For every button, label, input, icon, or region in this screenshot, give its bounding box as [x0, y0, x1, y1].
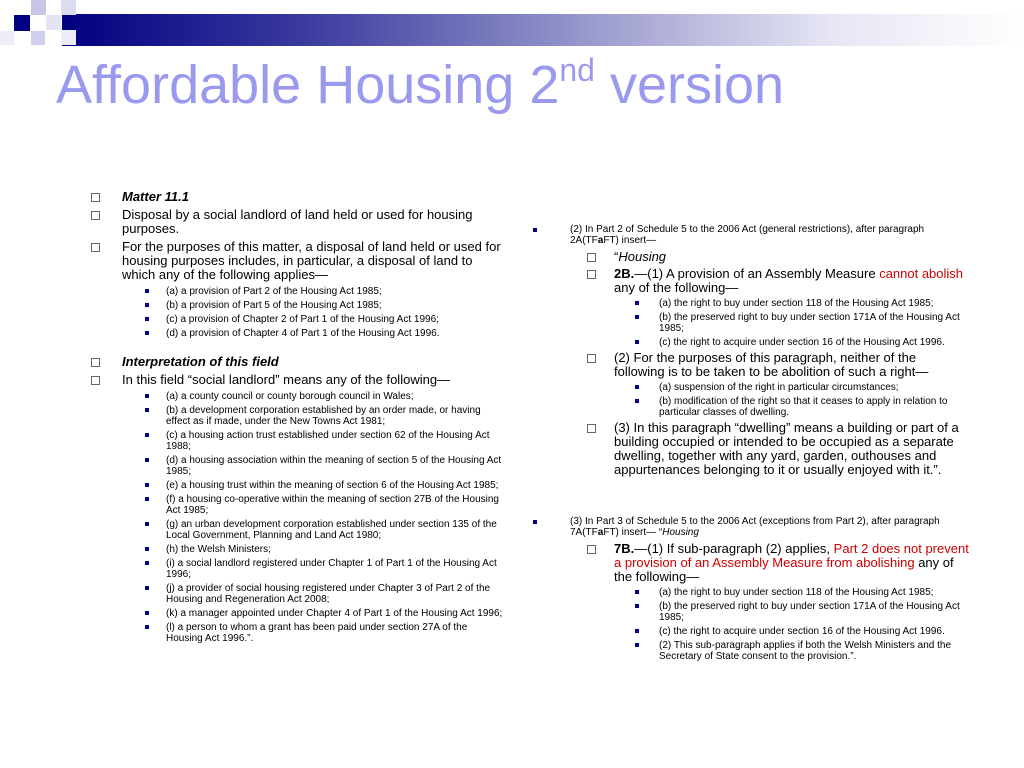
list-item: (a) the right to buy under section 118 of the Housing Act 1985;	[530, 298, 970, 309]
square-bullet-icon	[145, 303, 149, 307]
square-bullet-icon	[145, 331, 149, 335]
list-item: (a) a provision of Part 2 of the Housing Act 1985;	[88, 286, 506, 297]
square-bullet-icon	[635, 629, 639, 633]
list-item: (a) the right to buy under section 118 of the Housing Act 1985;	[530, 587, 970, 598]
hollow-square-bullet-icon	[587, 354, 596, 363]
header-square	[61, 30, 76, 45]
square-bullet-icon	[145, 561, 149, 565]
header-square	[31, 31, 45, 45]
landlord-definition-text: In this field “social landlord” means any of the following—	[88, 373, 506, 387]
schedule-part2-intro: (2) In Part 2 of Schedule 5 to the 2006 Act (general restrictions), after paragraph 2A(TFaFT) insert—	[530, 224, 970, 246]
list-item: (e) a housing trust within the meaning of section 6 of the Housing Act 1985;	[88, 480, 506, 491]
list-item: (b) the preserved right to buy under section 171A of the Housing Act 1985;	[530, 312, 970, 334]
list-item: (a) suspension of the right in particular circumstances;	[530, 382, 970, 393]
square-bullet-icon	[635, 604, 639, 608]
purposes-text: For the purposes of this matter, a disposal of land held or used for housing purposes includes, in particular, a disposal of land to which any of the following applies—	[88, 240, 506, 282]
square-bullet-icon	[145, 522, 149, 526]
hollow-square-bullet-icon	[587, 545, 596, 554]
square-bullet-icon	[635, 340, 639, 344]
list-item: (d) a provision of Chapter 4 of Part 1 of the Housing Act 1996.	[88, 328, 506, 339]
paragraph-2b-sub2: (2) For the purposes of this paragraph, neither of the following is to be taken to be abolition of such a right—	[530, 351, 970, 379]
interpretation-heading: Interpretation of this field	[88, 355, 506, 369]
hollow-square-bullet-icon	[587, 253, 596, 262]
list-item: (k) a manager appointed under Chapter 4 of Part 1 of the Housing Act 1996;	[88, 608, 506, 619]
list-item: (f) a housing co-operative within the meaning of section 27B of the Housing Act 1985;	[88, 494, 506, 516]
list-item: (d) a housing association within the meaning of section 5 of the Housing Act 1985;	[88, 455, 506, 477]
landlord-list	[88, 391, 506, 644]
list-item: (i) a social landlord registered under Chapter 1 of Part 1 of the Housing Act 1996;	[88, 558, 506, 580]
square-bullet-icon	[635, 399, 639, 403]
hollow-square-bullet-icon	[91, 243, 100, 252]
square-bullet-icon	[635, 643, 639, 647]
paragraph-2b-sub3: (3) In this paragraph “dwelling” means a building or part of a building occupied or intended to be occupied as a separate dwelling, together with any yard, garden, outhouses and appurtenances belonging to it or usually enjoyed with it.”.	[530, 421, 970, 477]
header-square	[46, 15, 61, 30]
list-item: (a) a county council or county borough council in Wales;	[88, 391, 506, 402]
list-item: (g) an urban development corporation established under section 135 of the Local Government, Planning and Land Act 1980;	[88, 519, 506, 541]
list-item: (b) the preserved right to buy under section 171A of the Housing Act 1985;	[530, 601, 970, 623]
square-bullet-icon	[145, 433, 149, 437]
header-square	[61, 0, 76, 15]
header-square	[0, 0, 14, 14]
list-item: (c) the right to acquire under section 16 of the Housing Act 1996.	[530, 337, 970, 348]
matter-heading: Matter 11.1	[88, 190, 506, 204]
purposes-list	[88, 286, 506, 339]
header-square	[0, 31, 14, 45]
square-bullet-icon	[635, 590, 639, 594]
square-bullet-icon	[145, 547, 149, 551]
list-item: (b) modification of the right so that it ceases to apply in relation to particular classes of dwelling.	[530, 396, 970, 418]
square-bullet-icon	[635, 315, 639, 319]
paragraph-7b: 7B.—(1) If sub-paragraph (2) applies, Part 2 does not prevent a provision of an Assembly Measure from abolishing any of the following—	[530, 542, 970, 584]
square-bullet-icon	[145, 289, 149, 293]
square-bullet-icon	[635, 301, 639, 305]
left-column	[88, 190, 506, 647]
list-item: (2) This sub-paragraph applies if both the Welsh Ministers and the Secretary of State consent to the provision.”.	[530, 640, 970, 662]
hollow-square-bullet-icon	[91, 193, 100, 202]
schedule-part3-intro: (3) In Part 3 of Schedule 5 to the 2006 Act (exceptions from Part 2), after paragraph 7A(TFaFT) insert— “Housing	[530, 516, 970, 538]
square-bullet-icon	[145, 611, 149, 615]
hollow-square-bullet-icon	[587, 424, 596, 433]
square-bullet-icon	[145, 625, 149, 629]
header-gradient-bar	[62, 14, 1024, 46]
list-item: (c) the right to acquire under section 16 of the Housing Act 1996.	[530, 626, 970, 637]
square-bullet-icon	[533, 520, 537, 524]
square-bullet-icon	[145, 317, 149, 321]
square-bullet-icon	[145, 408, 149, 412]
list-item: (h) the Welsh Ministers;	[88, 544, 506, 555]
spacer	[530, 480, 970, 516]
list-item: (c) a provision of Chapter 2 of Part 1 of the Housing Act 1996;	[88, 314, 506, 325]
paragraph-2b: 2B.—(1) A provision of an Assembly Measure cannot abolish any of the following—	[530, 267, 970, 295]
square-bullet-icon	[145, 586, 149, 590]
hollow-square-bullet-icon	[91, 211, 100, 220]
disposal-text: Disposal by a social landlord of land held or used for housing purposes.	[88, 208, 506, 236]
square-bullet-icon	[635, 385, 639, 389]
square-bullet-icon	[533, 228, 537, 232]
list-item: (b) a provision of Part 5 of the Housing Act 1985;	[88, 300, 506, 311]
list-item: (l) a person to whom a grant has been paid under section 27A of the Housing Act 1996.”.	[88, 622, 506, 644]
square-bullet-icon	[145, 458, 149, 462]
housing-heading: “Housing	[530, 250, 970, 264]
list-item: (c) a housing action trust established under section 62 of the Housing Act 1988;	[88, 430, 506, 452]
hollow-square-bullet-icon	[91, 358, 100, 367]
hollow-square-bullet-icon	[91, 376, 100, 385]
page-title: Affordable Housing 2nd version	[56, 52, 785, 115]
header-square	[14, 15, 30, 31]
hollow-square-bullet-icon	[587, 270, 596, 279]
list-item: (j) a provider of social housing registered under Chapter 3 of Part 2 of the Housing and Regeneration Act 2008;	[88, 583, 506, 605]
square-bullet-icon	[145, 483, 149, 487]
header-square	[31, 0, 46, 15]
right-column	[530, 224, 970, 665]
list-item: (b) a development corporation established by an order made, or having effect as if made, under the New Towns Act 1981;	[88, 405, 506, 427]
square-bullet-icon	[145, 497, 149, 501]
square-bullet-icon	[145, 394, 149, 398]
